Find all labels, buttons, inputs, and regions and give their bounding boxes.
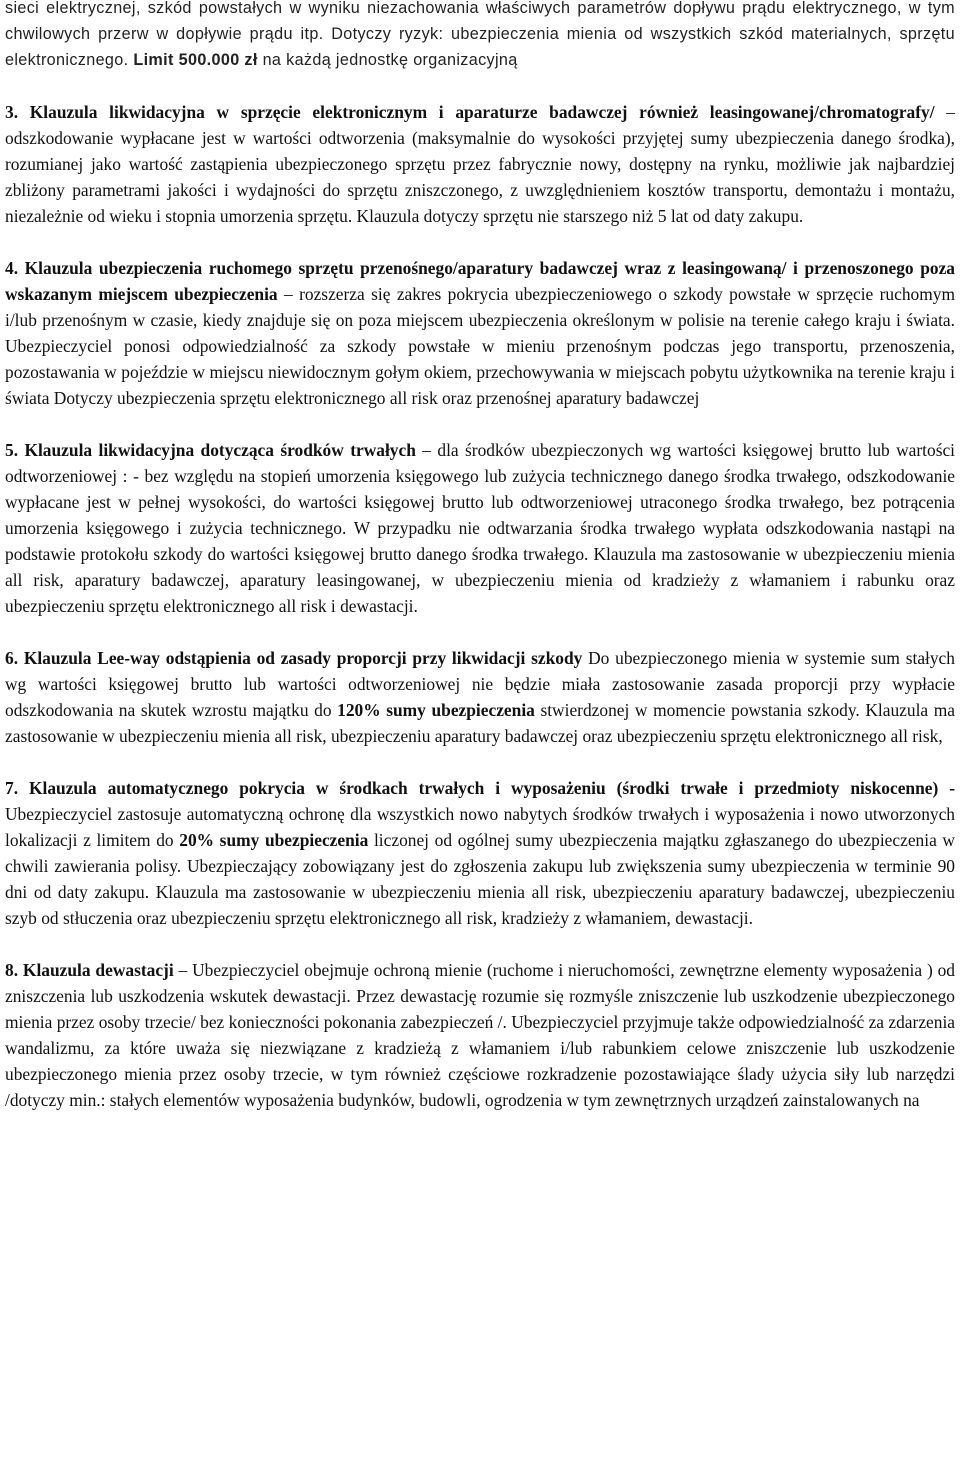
clause-5 bbox=[5, 437, 955, 619]
clause-6-bold-mid: 120% sumy ubezpieczenia bbox=[337, 700, 535, 720]
spacer bbox=[5, 411, 955, 437]
clause-7-body-1: Ubezpieczyciel zastosuje automatyczną ochronę dla wszystkich nowo nabytych środków trwałych i wyposażenia i nowo utworzonych lokalizacji z limitem do bbox=[5, 804, 955, 850]
clause-8 bbox=[5, 957, 955, 1113]
clause-8-number: 8. bbox=[5, 960, 19, 980]
clause-4-number: 4. bbox=[5, 258, 19, 278]
clause-5-body: – dla środków ubezpieczonych wg wartości księgowej brutto lub wartości odtworzeniowej : - bez względu na stopień umorzenia księgowego lub zużycia technicznego danego środka trwałego, odszkodowanie wypłacane jest w pełnej wysokości, do wartości księgowej brutto lub odtworzeniowej utraconego środka trwałego, bez potrącenia umorzenia księgowego i zużycia technicznego. W przypadku nie odtwarzania środka trwałego wypłata odszkodowania nastąpi na podstawie protokołu szkody do wartości księgowej brutto danego środka trwałego. Klauzula ma zastosowanie w ubezpieczeniu mienia all risk, aparatury badawczej, aparatury leasingowanej, w ubezpieczeniu mienia od kradzieży z włamaniem i rabunku oraz ubezpieczeniu sprzętu elektronicznego all risk i dewastacji. bbox=[5, 440, 956, 616]
clause-3-body: – odszkodowanie wypłacane jest w wartości odtworzenia (maksymalnie do wysokości przyjętej sumy ubezpieczenia danego środka), rozumianej jako wartość zastąpienia ubezpieczonego sprzętu przez fabrycznie nowy, dostępny na rynku, możliwie jak najbardziej zbliżony parametrami jakości i wydajności do sprzętu zniszczonego, z uwzględnieniem kosztów transportu, demontażu i montażu, niezależnie od wieku i stopnia umorzenia sprzętu. Klauzula dotyczy sprzętu nie starszego niż 5 lat od daty zakupu. bbox=[5, 102, 955, 226]
clause-6 bbox=[5, 645, 955, 749]
clause-5-title: Klauzula likwidacyjna dotycząca środków trwałych bbox=[24, 440, 416, 460]
spacer bbox=[5, 619, 955, 645]
clause-8-body: – Ubezpieczyciel obejmuje ochroną mienie (ruchome i nieruchomości, zewnętrzne elementy wyposażenia ) od zniszczenia lub uszkodzenia wskutek dewastacji. Przez dewastację rozumie się rozmyśle zniszczenie lub uszkodzenie ubezpieczonego mienia przez osoby trzecie/ bez konieczności pokonania zabezpieczeń /. Ubezpieczyciel przyjmuje także odpowiedzialność za zdarzenia wandalizmu, za które uważa się niezwiązane z kradzieżą z włamaniem i/lub rabunkiem celowe zniszczenie lub uszkodzenie ubezpieczonego mienia przez osoby trzecie, w tym również częściowe rozkradzenie pozostawiające ślady użycia siły lub narzędzi /dotyczy min.: stałych elementów wyposażenia budynków, budowli, ogrodzenia w tym zewnętrznych urządzeń zainstalowanych na bbox=[5, 960, 956, 1110]
clause-7-title: Klauzula automatycznego pokrycia w środkach trwałych i wyposażeniu (środki trwałe i przedmioty niskocenne) - bbox=[28, 778, 955, 798]
clause-7-number: 7. bbox=[5, 778, 19, 798]
clause-4-body: – rozszerza się zakres pokrycia ubezpieczeniowego o szkody powstałe w sprzęcie ruchomym i/lub przenośnym w czasie, kiedy znajduje się on poza miejscem ubezpieczenia określonym w polisie na terenie całego kraju i świata. Ubezpieczyciel ponosi odpowiedzialność za szkody powstałe w mieniu przenośnym podczas jego transportu, przenoszenia, pozostawania w pojeździe w miejscu niewidocznym gołym okiem, przechowywania w miejscach pobytu użytkownika na terenie kraju i świata Dotyczy ubezpieczenia sprzętu elektronicznego all risk oraz przenośnej aparatury badawczej bbox=[5, 284, 955, 408]
clause-6-number: 6. bbox=[5, 648, 19, 668]
spacer bbox=[5, 749, 955, 775]
clause-7 bbox=[5, 775, 955, 931]
spacer bbox=[5, 931, 955, 957]
clause-3-number: 3. bbox=[5, 102, 19, 122]
clause-4 bbox=[5, 255, 955, 411]
clause-8-title: Klauzula dewastacji bbox=[22, 960, 174, 980]
clause-7-body-2: liczonej od ogólnej sumy ubezpieczenia majątku zgłaszanego do ubezpieczenia w chwili zawierania polisy. Ubezpieczający zobowiązany jest do zgłoszenia zakupu lub zwiększenia sumy ubezpieczenia w terminie 90 dni od daty zakupu. Klauzula ma zastosowanie w ubezpieczeniu mienia all risk, ubezpieczeniu aparatury badawczej, ubezpieczeniu szyb od stłuczenia oraz ubezpieczeniu sprzętu elektronicznego all risk, kradzieży z włamaniem, dewastacji. bbox=[5, 830, 955, 928]
clause-7-bold-mid: 20% sumy ubezpieczenia bbox=[179, 830, 369, 850]
clause-3-title: Klauzula likwidacyjna w sprzęcie elektronicznym i aparaturze badawczej również leasingowanej/chromatografy/ bbox=[29, 102, 935, 122]
clause-5-number: 5. bbox=[5, 440, 19, 460]
spacer bbox=[5, 73, 955, 99]
intro-text: sieci elektrycznej, szkód powstałych w wyniku niezachowania właściwych parametrów dopływu prądu elektrycznego, w tym chwilowych przerw w dopływie prądu itp. Dotyczy ryzyk: ubezpieczenia mienia od wszystkich szkód materialnych, sprzętu elektronicznego. bbox=[5, 0, 955, 69]
clause-4-title: Klauzula ubezpieczenia ruchomego sprzętu przenośnego/aparatury badawczej wraz z leasingowaną/ i przenoszonego poza wskazanym miejscem ubezpieczenia bbox=[5, 258, 955, 304]
document-page bbox=[5, 0, 955, 1113]
intro-paragraph bbox=[5, 0, 955, 73]
clause-6-body-2: stwierdzonej w momencie powstania szkody. Klauzula ma zastosowanie w ubezpieczeniu mienia all risk, ubezpieczeniu aparatury badawczej oraz ubezpieczeniu sprzętu elektronicznego all risk, bbox=[5, 700, 955, 746]
spacer bbox=[5, 229, 955, 255]
clause-6-body-1: Do ubezpieczonego mienia w systemie sum stałych wg wartości księgowej brutto lub wartości odtworzeniowej nie będzie miała zastosowanie zasada proporcji przy wypłacie odszkodowania na skutek wzrostu majątku do bbox=[5, 648, 955, 720]
intro-limit-rest: na każdą jednostkę organizacyjną bbox=[257, 51, 518, 69]
intro-limit: Limit 500.000 zł bbox=[133, 51, 258, 69]
clause-3 bbox=[5, 99, 955, 229]
clause-6-title: Klauzula Lee-way odstąpienia od zasady proporcji przy likwidacji szkody bbox=[23, 648, 583, 668]
